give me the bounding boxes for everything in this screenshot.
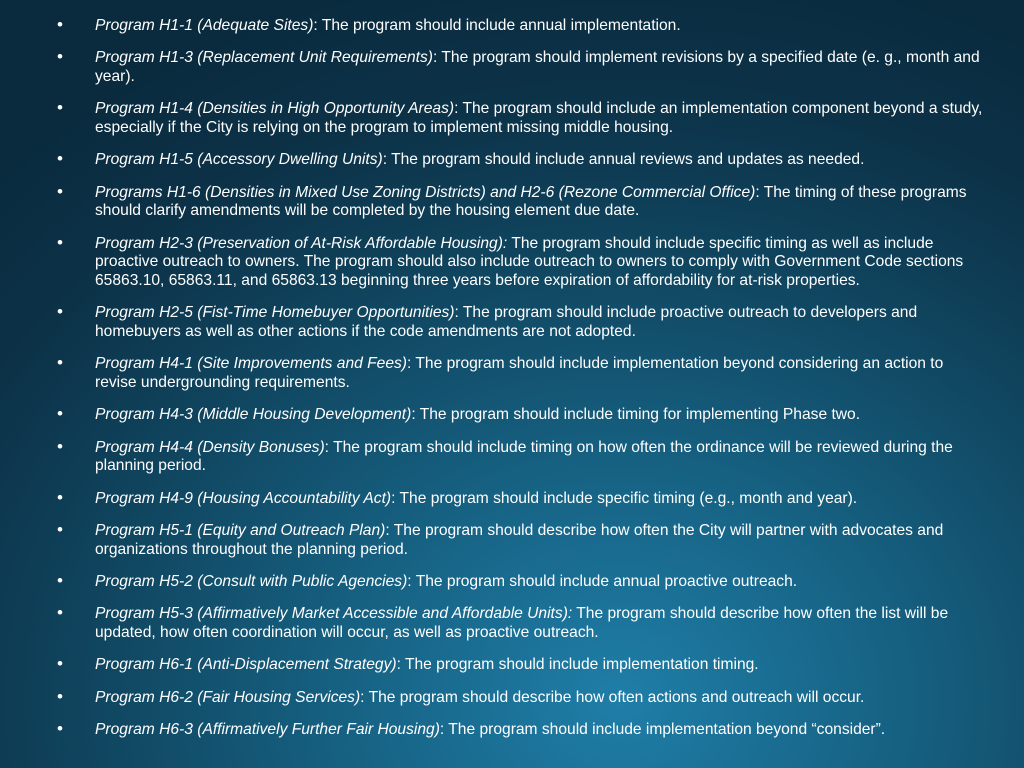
program-item — [0, 406, 984, 425]
separator: : — [407, 355, 416, 373]
program-item — [0, 151, 984, 170]
bullet-icon: • — [57, 603, 63, 623]
program-name: Programs H1-6 (Densities in Mixed Use Zoning Districts) and H2-6 (Rezone Commercial Office) — [95, 183, 756, 201]
bullet-icon: • — [57, 181, 63, 201]
separator: : — [411, 406, 420, 424]
program-item — [0, 355, 984, 392]
program-description: The program should implement revisions by a specified date (e. g., month and year). — [95, 49, 980, 85]
bullet-icon: • — [57, 15, 63, 34]
separator: : — [382, 151, 392, 169]
program-description: The program should include proactive outreach to developers and homebuyers as well as other actions if the code amendments are not adopted. — [95, 304, 918, 340]
program-description: The program should describe how often actions and outreach will occur. — [368, 688, 865, 706]
bullet-icon: • — [57, 436, 63, 456]
program-item — [0, 573, 984, 592]
separator: : — [313, 17, 322, 34]
bullet-icon: • — [57, 487, 63, 507]
separator: : — [324, 438, 334, 456]
program-name: Program H4-1 (Site Improvements and Fees) — [95, 355, 407, 373]
program-description: The program should describe how often the City will partner with advocates and organizations throughout the planning period. — [95, 522, 944, 558]
program-item — [0, 487, 984, 509]
program-description: The program should describe how often the list will be updated, how often coordination will occur, as well as proactive outreach. — [95, 605, 949, 642]
program-name: Program H5-3 (Affirmatively Market Accessible and Affordable Units): — [95, 605, 573, 623]
program-name: Program H1-4 (Densities in High Opportunity Areas) — [95, 100, 455, 118]
program-name: Program H5-1 (Equity and Outreach Plan) — [95, 522, 386, 540]
program-item — [0, 721, 984, 740]
program-name: Program H5-2 (Consult with Public Agencies) — [95, 573, 408, 591]
program-name: Program H1-5 (Accessory Dwelling Units) — [95, 151, 383, 169]
program-item — [0, 605, 984, 642]
program-item — [0, 17, 984, 36]
program-name: Program H1-3 (Replacement Unit Requirements) — [95, 49, 433, 67]
separator: : — [385, 522, 394, 540]
program-description: The program should include specific timing (e.g., month and year). — [399, 489, 858, 507]
program-description: The program should include implementation beyond considering an action to revise undergrounding requirements. — [95, 355, 944, 391]
bullet-icon: • — [57, 571, 63, 591]
program-description: The program should include timing on how often the ordinance will be reviewed during the planning period. — [95, 438, 953, 475]
bullet-icon: • — [57, 686, 63, 706]
bullet-icon: • — [57, 654, 63, 674]
bullet-icon: • — [57, 232, 63, 252]
program-item — [0, 436, 984, 476]
program-description: The program should include annual reviews and updates as needed. — [391, 151, 865, 169]
separator: : — [755, 183, 764, 201]
program-item — [0, 49, 984, 86]
program-item — [0, 522, 984, 559]
program-name: Program H6-3 (Affirmatively Further Fair Housing) — [95, 721, 440, 739]
program-name: Program H6-1 (Anti-Displacement Strategy) — [95, 656, 397, 674]
program-item — [0, 100, 984, 137]
program-name: Program H6-2 (Fair Housing Services) — [95, 688, 361, 706]
bullet-icon: • — [57, 353, 63, 373]
program-description: The program should include implementation timing. — [404, 656, 759, 674]
program-description: The timing of these programs should clarify amendments will be completed by the housing element due date. — [95, 183, 967, 220]
separator: : — [454, 304, 463, 322]
bullet-icon: • — [57, 404, 63, 424]
separator: : — [396, 656, 405, 674]
program-name: Program H2-3 (Preservation of At-Risk Affordable Housing): — [95, 234, 508, 252]
program-item — [0, 656, 984, 675]
bullet-icon: • — [57, 98, 63, 118]
program-description: The program should include implementation beyond “consider”. — [448, 721, 886, 739]
program-name: Program H1-1 (Adequate Sites) — [95, 17, 314, 34]
separator: : — [391, 489, 400, 507]
program-name: Program H2-5 (Fist-Time Homebuyer Opportunities) — [95, 304, 455, 322]
program-item — [0, 181, 984, 221]
program-description: The program should include specific timing as well as include proactive outreach to owners. The program should also include outreach to owners to comply with Government Code sections 65863.10, 65863.11, and 65863.13 beginning three years before expiration of affordability for at-risk properties. — [95, 234, 964, 289]
bullet-icon: • — [57, 302, 63, 322]
bullet-icon: • — [57, 47, 63, 67]
bullet-icon: • — [57, 149, 63, 169]
bullet-icon: • — [57, 520, 63, 540]
program-description: The program should include annual implementation. — [321, 17, 681, 34]
program-item — [0, 232, 984, 291]
separator: : — [360, 688, 369, 706]
bullet-icon: • — [57, 719, 63, 739]
separator: : — [407, 573, 416, 591]
program-name: Program H4-3 (Middle Housing Development) — [95, 406, 412, 424]
separator: : — [454, 100, 463, 118]
separator: : — [439, 721, 449, 739]
program-name: Program H4-4 (Density Bonuses) — [95, 438, 325, 456]
program-description: The program should include annual proactive outreach. — [415, 573, 798, 591]
program-name: Program H4-9 (Housing Accountability Act) — [95, 489, 392, 507]
program-description: The program should include an implementation component beyond a study, especially if the City is relying on the program to implement missing middle housing. — [95, 100, 983, 136]
separator: : — [433, 49, 442, 67]
program-description: The program should include timing for implementing Phase two. — [419, 406, 861, 424]
program-item — [0, 304, 984, 341]
program-item — [0, 686, 984, 708]
